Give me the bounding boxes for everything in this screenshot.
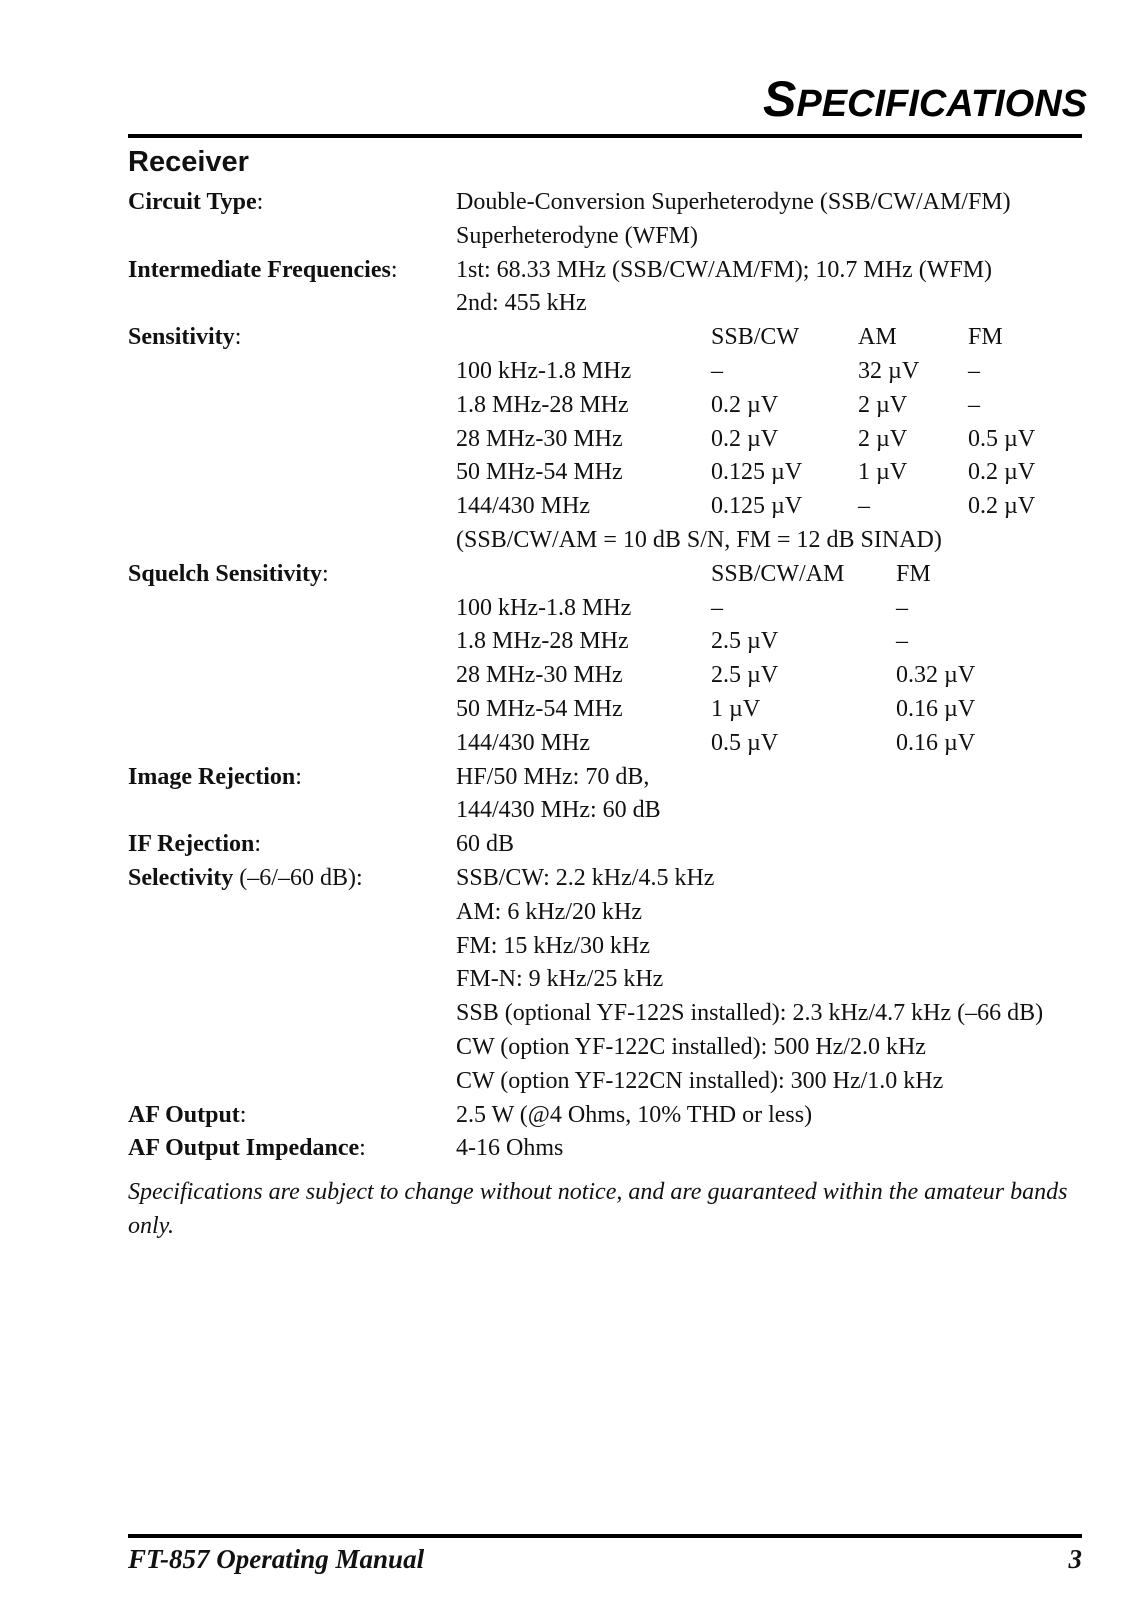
table-cell: –: [858, 493, 870, 520]
table-cell: 0.16 µV: [896, 695, 976, 722]
table-cell: 1 µV: [858, 459, 908, 486]
table-cell: 1 µV: [711, 695, 761, 722]
spec-value: CW (option YF-122CN installed): 300 Hz/1.0 kHz: [456, 1067, 944, 1094]
spec-value: 144/430 MHz: 60 dB: [456, 797, 661, 824]
spec-label: AF Output Impedance: [128, 1135, 360, 1162]
spec-label: Squelch Sensitivity: [128, 560, 323, 587]
sensitivity-table: [456, 321, 1082, 558]
spec-label: Intermediate Frequencies: [128, 256, 391, 283]
spec-value: 60 dB: [456, 831, 515, 858]
spec-label-suffix: :: [256, 189, 264, 215]
spec-list: [128, 186, 1082, 1166]
spec-label-suffix: :: [322, 560, 329, 587]
table-cell: 2.5 µV: [711, 662, 779, 689]
table-cell: 0.2 µV: [711, 391, 779, 418]
table-cell: 0.2 µV: [968, 493, 1036, 520]
disclaimer-note: Specifications are subject to change without notice, and are guaranteed within the amateur bands only.: [128, 1179, 1068, 1239]
spec-squelch-sensitivity: [128, 558, 1082, 761]
spec-if-rejection: [128, 828, 1082, 862]
table-cell: 50 MHz-54 MHz: [456, 695, 623, 722]
table-cell: 1.8 MHz-28 MHz: [456, 391, 629, 418]
table-row: [456, 592, 1082, 626]
table-row: [456, 456, 1082, 490]
table-cell: 28 MHz-30 MHz: [456, 662, 623, 689]
spec-value: FM: 15 kHz/30 kHz: [456, 932, 650, 959]
table-row: [456, 389, 1082, 423]
spec-sensitivity: [128, 321, 1082, 558]
spec-value: AM: 6 kHz/20 kHz: [456, 898, 642, 925]
table-row: [456, 625, 1082, 659]
spec-value: 4-16 Ohms: [456, 1135, 564, 1162]
spec-label: Selectivity: [128, 864, 234, 891]
table-cell: 0.32 µV: [896, 662, 976, 689]
spec-circuit-type: [128, 186, 1082, 254]
squelch-table: [456, 558, 1082, 761]
table-cell: 144/430 MHz: [456, 493, 590, 520]
column-header: SSB/CW: [711, 324, 800, 351]
table-cell: 1.8 MHz-28 MHz: [456, 628, 629, 655]
column-header: FM: [968, 324, 1003, 351]
spec-value: SSB (optional YF-122S installed): 2.3 kHz/4.7 kHz (–66 dB): [456, 1000, 1044, 1027]
spec-value: SSB/CW: 2.2 kHz/4.5 kHz: [456, 864, 715, 891]
spec-label-suffix: :: [295, 763, 302, 790]
section-title: Receiver: [128, 146, 249, 178]
sensitivity-note: (SSB/CW/AM = 10 dB S/N, FM = 12 dB SINAD): [456, 526, 942, 553]
spec-label: AF Output: [128, 1101, 240, 1128]
footer-manual-title: FT-857 Operating Manual: [128, 1544, 425, 1574]
table-cell: 144/430 MHz: [456, 729, 590, 756]
table-header-row: [456, 558, 1082, 592]
table-cell: 0.125 µV: [711, 493, 803, 520]
table-row: [456, 355, 1082, 389]
spec-label-suffix: :: [254, 831, 262, 858]
spec-label-suffix: (–6/–60 dB):: [233, 864, 363, 891]
spec-value: 2nd: 455 kHz: [456, 290, 587, 317]
table-cell: 2 µV: [858, 391, 908, 418]
spec-value: Double-Conversion Superheterodyne (SSB/CW/AM/FM): [456, 189, 1011, 215]
spec-label: Image Rejection: [128, 763, 296, 790]
spec-label: Sensitivity: [128, 324, 235, 351]
table-cell: 32 µV: [858, 357, 920, 384]
spec-value: 2.5 W (@4 Ohms, 10% THD or less): [456, 1101, 813, 1128]
table-cell: –: [711, 357, 723, 384]
table-cell: 2.5 µV: [711, 628, 779, 655]
table-cell: –: [711, 594, 723, 621]
table-row: [456, 490, 1082, 524]
page-title-rest: PECIFICATIONS: [796, 83, 1087, 125]
spec-label: Circuit Type: [128, 189, 257, 215]
table-cell: –: [968, 357, 980, 384]
footer-rule: [128, 1534, 1082, 1538]
page-title-initial: S: [763, 71, 797, 127]
table-row: [456, 727, 1082, 761]
column-header: AM: [858, 324, 897, 351]
table-cell: 0.5 µV: [711, 729, 779, 756]
table-cell: 100 kHz-1.8 MHz: [456, 357, 632, 384]
spec-value: Superheterodyne (WFM): [456, 222, 698, 249]
spec-selectivity: [128, 862, 1082, 1099]
table-cell: 0.5 µV: [968, 425, 1036, 452]
table-cell: –: [896, 628, 908, 655]
table-cell: 28 MHz-30 MHz: [456, 425, 623, 452]
spec-af-output-impedance: [128, 1132, 1082, 1166]
table-cell: 0.125 µV: [711, 459, 803, 486]
page-number: 3: [1068, 1544, 1082, 1574]
spec-label-suffix: :: [234, 324, 242, 351]
table-header-row: [456, 321, 1082, 355]
table-cell: 0.2 µV: [711, 425, 779, 452]
column-header: SSB/CW/AM: [711, 560, 845, 587]
table-cell: 0.16 µV: [896, 729, 976, 756]
spec-label: IF Rejection: [128, 831, 255, 858]
table-row: [456, 423, 1082, 457]
spec-value: CW (option YF-122C installed): 500 Hz/2.0 kHz: [456, 1033, 926, 1060]
spec-label-suffix: :: [359, 1135, 366, 1162]
table-cell: 50 MHz-54 MHz: [456, 459, 623, 486]
table-row: [456, 659, 1082, 693]
spec-value: HF/50 MHz: 70 dB,: [456, 763, 650, 790]
column-header: FM: [896, 560, 931, 587]
spec-intermediate-frequencies: [128, 254, 1082, 322]
spec-af-output: [128, 1099, 1082, 1133]
spec-value: FM-N: 9 kHz/25 kHz: [456, 966, 664, 993]
spec-image-rejection: [128, 761, 1082, 829]
spec-label-suffix: :: [239, 1101, 247, 1128]
table-cell: 0.2 µV: [968, 459, 1036, 486]
spec-label-suffix: :: [390, 256, 398, 283]
table-cell: 2 µV: [858, 425, 908, 452]
spec-value: 1st: 68.33 MHz (SSB/CW/AM/FM); 10.7 MHz (WFM): [456, 256, 993, 283]
table-cell: 100 kHz-1.8 MHz: [456, 594, 632, 621]
table-cell: –: [896, 594, 908, 621]
header-rule: [128, 134, 1082, 138]
table-row: [456, 693, 1082, 727]
table-cell: –: [968, 391, 980, 418]
page-title: [763, 70, 1087, 128]
